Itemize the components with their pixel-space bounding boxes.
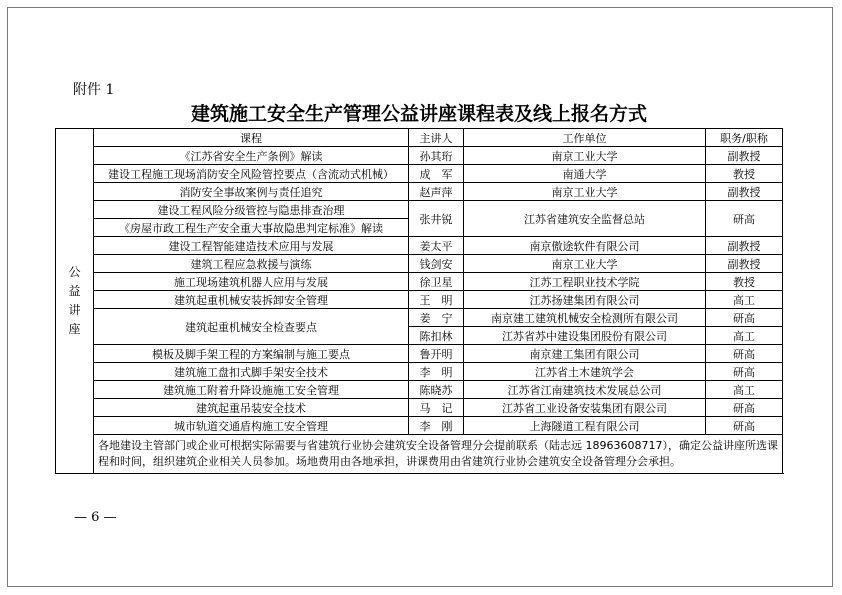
course-cell: 建设工程智能建造技术应用与发展 [94, 237, 409, 255]
lecturer-cell: 鲁开明 [409, 345, 464, 363]
lecturer-cell: 孙其珩 [409, 147, 464, 165]
lecturer-cell: 马 记 [409, 399, 464, 417]
unit-cell: 江苏扬建集团有限公司 [464, 291, 706, 309]
unit-cell: 南通大学 [464, 165, 706, 183]
lecturer-cell: 李 刚 [409, 417, 464, 435]
course-cell: 建筑施工附着升降设施施工安全管理 [94, 381, 409, 399]
title-cell: 教授 [706, 165, 783, 183]
course-cell: 建设工程风险分级管控与隐患排查治理 [94, 201, 409, 219]
course-cell: 建设工程施工现场消防安全风险管控要点（含流动式机械） [94, 165, 409, 183]
unit-cell: 江苏省土木建筑学会 [464, 363, 706, 381]
table-row [56, 417, 783, 435]
page-title: 建筑施工安全生产管理公益讲座课程表及线上报名方式 [190, 103, 647, 125]
unit-cell: 南京工业大学 [464, 183, 706, 201]
column-header-title: 职务/职称 [706, 129, 783, 147]
table-row [56, 255, 783, 273]
table-row [56, 345, 783, 363]
title-cell: 研高 [706, 345, 783, 363]
lecturer-cell: 李 明 [409, 363, 464, 381]
course-cell: 建筑工程应急救援与演练 [94, 255, 409, 273]
course-table [55, 128, 783, 474]
title-cell: 副教授 [706, 147, 783, 165]
course-cell: 《江苏省安全生产条例》解读 [94, 147, 409, 165]
title-cell: 副教授 [706, 183, 783, 201]
title-cell: 高工 [706, 327, 783, 345]
unit-cell: 南京建工建筑机械安全检测所有限公司 [464, 309, 706, 327]
page-number: — 6 — [74, 510, 117, 525]
title-cell: 高工 [706, 291, 783, 309]
table-row [56, 309, 783, 327]
unit-cell: 江苏省建筑安全监督总站 [464, 201, 706, 237]
unit-cell: 江苏省江南建筑技术发展总公司 [464, 381, 706, 399]
table-header-row [56, 129, 783, 147]
table-row [56, 363, 783, 381]
course-cell: 《房屋市政工程生产安全重大事故隐患判定标准》解读 [94, 219, 409, 237]
course-cell: 消防安全事故案例与责任追究 [94, 183, 409, 201]
table-row [56, 201, 783, 219]
title-cell: 副教授 [706, 237, 783, 255]
lecturer-cell: 陈晓苏 [409, 381, 464, 399]
lecturer-cell: 姜 宁 [409, 309, 464, 327]
unit-cell: 江苏省工业设备安装集团有限公司 [464, 399, 706, 417]
unit-cell: 江苏工程职业技术学院 [464, 273, 706, 291]
unit-cell: 南京工业大学 [464, 147, 706, 165]
table-row [56, 273, 783, 291]
lecturer-cell: 陈扣林 [409, 327, 464, 345]
course-cell: 建筑起重机械安全检查要点 [94, 309, 409, 345]
lecturer-cell: 姜太平 [409, 237, 464, 255]
title-cell: 副教授 [706, 255, 783, 273]
lecturer-cell: 张井锐 [409, 201, 464, 237]
side-label-char: 讲 [68, 303, 81, 317]
table-row [56, 183, 783, 201]
lecturer-cell: 赵声萍 [409, 183, 464, 201]
side-label-char: 座 [68, 322, 81, 336]
title-cell: 教授 [706, 273, 783, 291]
title-cell: 研高 [706, 399, 783, 417]
attachment-label: 附件 1 [73, 82, 115, 98]
table-row [56, 147, 783, 165]
lecturer-cell: 王 明 [409, 291, 464, 309]
table-row [56, 165, 783, 183]
lecturer-cell: 徐卫星 [409, 273, 464, 291]
title-cell: 研高 [706, 417, 783, 435]
course-cell: 城市轨道交通盾构施工安全管理 [94, 417, 409, 435]
table-row [56, 291, 783, 309]
column-header-course: 课程 [94, 129, 409, 147]
course-cell: 模板及脚手架工程的方案编制与施工要点 [94, 345, 409, 363]
footer-note: 各地建设主管部门或企业可根据实际需要与省建筑行业协会建筑安全设备管理分会提前联系（陆志远 18963608717），确定公益讲座所选课程和时间，组织建筑企业相关人员参加。场地费用由各地承担，讲课费用由省建筑行业协会建筑安全设备管理分会承担。 [94, 435, 783, 474]
course-cell: 建筑施工盘扣式脚手架安全技术 [94, 363, 409, 381]
column-header-unit: 工作单位 [464, 129, 706, 147]
table-row [56, 237, 783, 255]
footer-note-row [56, 435, 783, 474]
unit-cell: 上海隧道工程有限公司 [464, 417, 706, 435]
column-header-lecturer: 主讲人 [409, 129, 464, 147]
title-cell: 高工 [706, 381, 783, 399]
course-cell: 建筑起重吊装安全技术 [94, 399, 409, 417]
title-cell: 研高 [706, 309, 783, 327]
unit-cell: 江苏省苏中建设集团股份有限公司 [464, 327, 706, 345]
unit-cell: 南京建工集团有限公司 [464, 345, 706, 363]
table-row [56, 399, 783, 417]
unit-cell: 南京傲途软件有限公司 [464, 237, 706, 255]
title-cell: 研高 [706, 201, 783, 237]
title-cell: 研高 [706, 363, 783, 381]
table-row [56, 381, 783, 399]
course-cell: 建筑起重机械安装拆卸安全管理 [94, 291, 409, 309]
course-cell: 施工现场建筑机器人应用与发展 [94, 273, 409, 291]
side-label-char: 益 [68, 284, 81, 298]
unit-cell: 南京工业大学 [464, 255, 706, 273]
lecturer-cell: 成 军 [409, 165, 464, 183]
side-label [56, 129, 94, 474]
side-label-char: 公 [68, 265, 81, 279]
lecturer-cell: 钱剑安 [409, 255, 464, 273]
